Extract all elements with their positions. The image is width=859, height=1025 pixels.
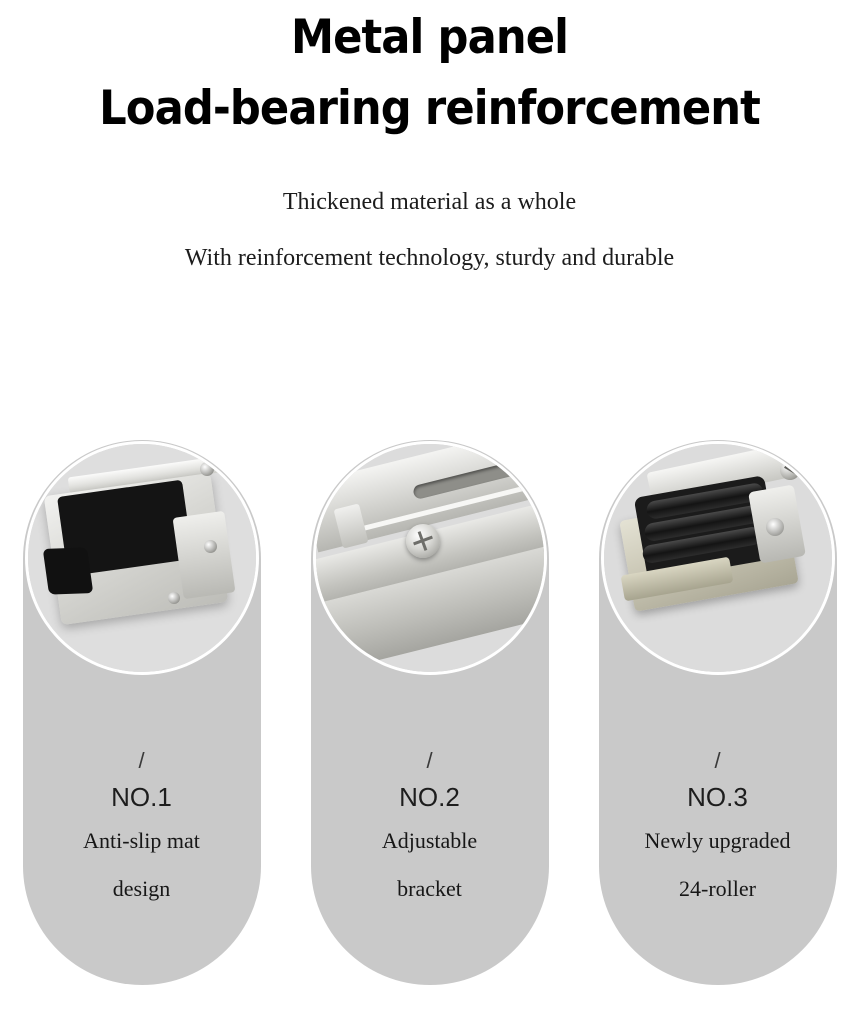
24-roller-photo [604,444,832,672]
card-description-line-1: Newly upgraded [644,828,791,853]
screw-icon [780,460,800,480]
feature-card-2 [311,440,549,985]
card-number: NO.2 [399,782,460,812]
card-description-line-1: Adjustable [381,828,478,853]
screw-icon [168,592,180,604]
screw-icon [204,540,217,553]
feature-card-1 [23,440,261,985]
headline-block [0,0,859,270]
screw-icon [200,462,214,476]
feature-line-2: With reinforcement technology, sturdy and durable [184,245,675,271]
card-number: NO.3 [687,782,748,812]
page-subtitle: Load-bearing reinforcement [99,81,760,136]
adjustable-bracket-photo [316,444,544,672]
anti-slip-mat-photo [28,444,256,672]
page-title: Metal panel [290,10,569,65]
card-slash-divider: / [426,748,433,773]
card-description-line-1: Anti-slip mat [83,828,200,853]
card-description-line-2: 24-roller [679,876,756,901]
card-number: NO.1 [111,782,172,812]
feature-card-3 [599,440,837,985]
bracket-side-shape [172,511,235,599]
axle-hole-icon [766,518,784,536]
card-slash-divider: / [714,748,721,773]
card-slash-divider: / [138,748,145,773]
adjustment-knob-icon [406,524,440,558]
feature-line-1: Thickened material as a whole [282,189,577,215]
card-description-line-2: bracket [397,876,462,901]
card-description-line-2: design [112,876,171,901]
rubber-lip-shape [42,547,93,594]
feature-card-row [0,440,859,1025]
